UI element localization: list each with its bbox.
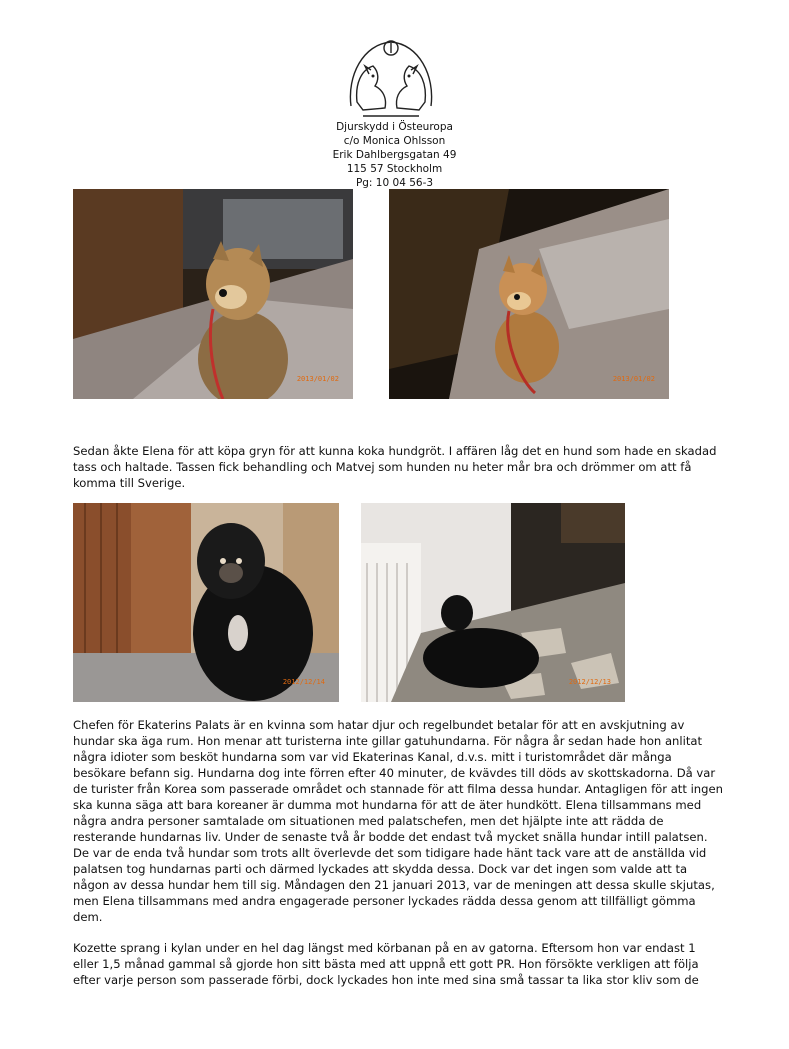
address-line: Djurskydd i Östeuropa bbox=[336, 121, 453, 133]
address-block bbox=[0, 120, 789, 190]
photo-dog-black-sitting bbox=[73, 503, 339, 702]
photo-date-stamp: 2013/01/02 bbox=[612, 375, 655, 383]
paragraph: Sedan åkte Elena för att köpa gryn för att kunna koka hundgröt. I affären låg det en hund som hade en skadad tass och haltade. Tassen fick behandling och Matvej som hunden nu heter mår bra och drömmer om att få komma till Sverige. bbox=[73, 444, 717, 490]
photo-date-stamp: 2013/01/02 bbox=[296, 375, 339, 383]
photo-dog-light-2 bbox=[389, 189, 669, 399]
organization-logo bbox=[343, 36, 439, 122]
address-line: c/o Monica Ohlsson bbox=[343, 135, 446, 147]
paragraph: Kozette sprang i kylan under en hel dag längst med körbanan på en av gatorna. Eftersom hon var endast 1 eller 1,5 månad gammal så gjorde hon sitt bästa med att uppnå ett gott PR. Hon försökte verkligen att följa efter varje person som passerade förbi, dock lyckades hon inte med sina små tassar ta lika stor kliv som de bbox=[73, 941, 699, 987]
photo-date-stamp: 2012/12/14 bbox=[282, 678, 325, 686]
photo-date-stamp: 2012/12/13 bbox=[568, 678, 611, 686]
address-line: Erik Dahlbergsgatan 49 bbox=[332, 149, 457, 161]
photo-dog-light-1 bbox=[73, 189, 353, 399]
paragraph: Chefen för Ekaterins Palats är en kvinna som hatar djur och regelbundet betalar för att en avskjutning av hundar ska äga rum. Hon menar att turisterna inte gillar gatuhundarna. För några år sedan hade hon anlitat några idioter som besköt hundarna som var vid Ekaterinas Kanal, d.v.s. mitt i turistområdet där många besökare befann sig. Hundarna dog inte förren efter 40 minuter, de kvävdes till döds av skottskadorna. Då var de turister från Korea som passerade området och stannade för att filma dessa hundar. Antagligen för att ingen ska kunna säga att bara koreaner är dumma mot hundarna för att de äter hundkött. Elena tillsammans med några andra personer samtalade om situationen med palatschefen, men det hjälpte inte att rädda de resterande hundarnas liv. Under de senaste två år bodde det endast två mycket snälla hundar intill palatsen. De var de enda två hundar som trots allt överlevde det som tidigare hade hänt tack vare att de anställda vid palatsen tog hundarnas parti och därmed lyckades att skydda dessa. Dock var det ingen som valde att ta någon av dessa hundar hem till sig. Måndagen den 21 januari 2013, var de meningen att dessa skulle skjutas, men Elena tillsammans med andra engagerade personer lyckades rädda dessa genom att tillfälligt gömma dem. bbox=[73, 718, 723, 924]
address-line: 115 57 Stockholm bbox=[346, 163, 443, 175]
address-line: Pg: 10 04 56-3 bbox=[355, 177, 434, 189]
photo-dog-black-lying bbox=[361, 503, 625, 702]
